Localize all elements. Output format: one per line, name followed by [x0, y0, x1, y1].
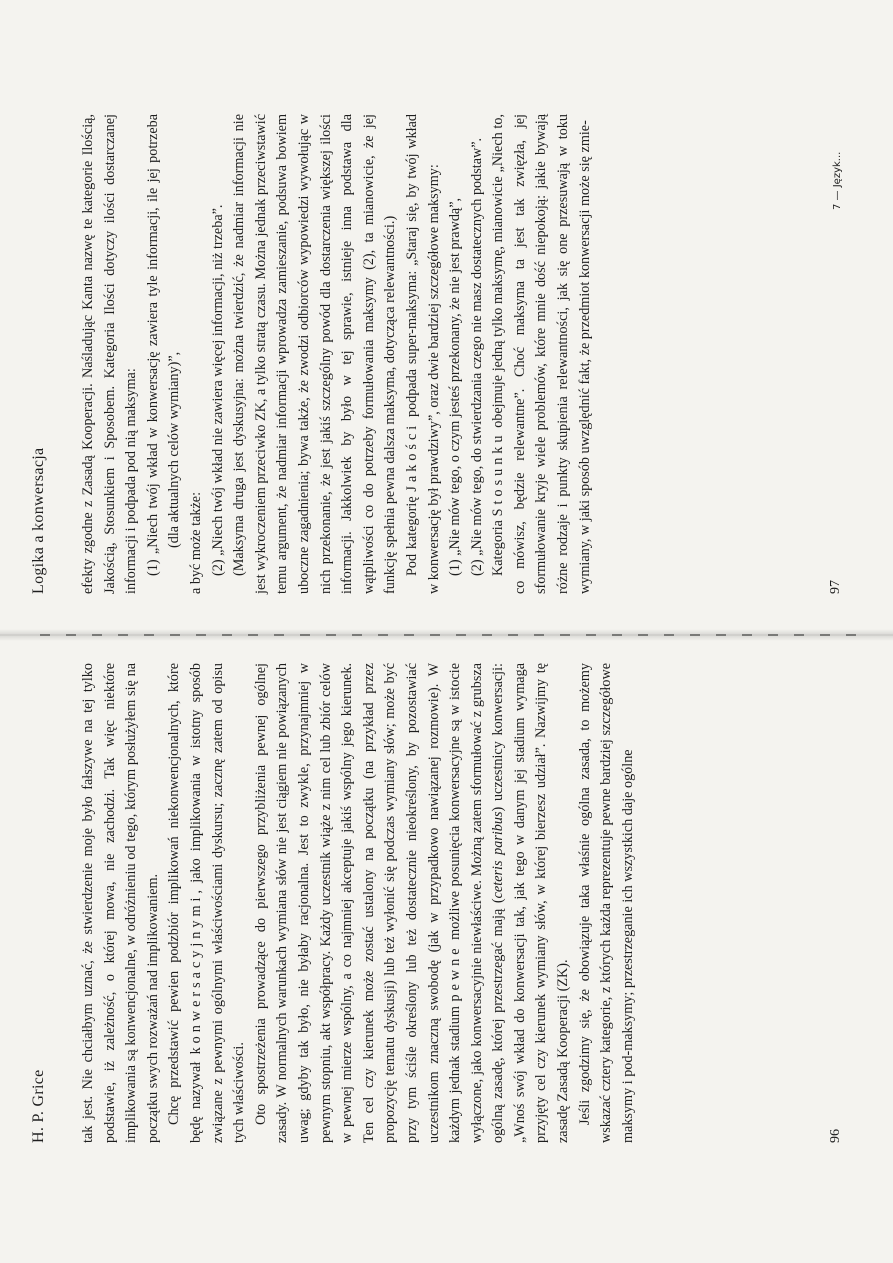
right-p3-start: Pod kategorię [403, 496, 420, 576]
item-text: „Nie mów tego, do stwierdzania czego nie masz dostatecznych podstaw”. [468, 137, 485, 556]
right-p4-rest: obejmuje jedną tylko maksymę, mianowicie „Niech to, co mówisz, będzie relewantne”. Choć maksyma ta jest tak zwięzła, jej sformułowanie kryje wiele problemów, które mnie dość niepokoją: jakie bywają różne rodzaje i punkty skupienia relewantności, jak się one przesuwają w toku wymiany, w jaki sposób uwzględnić fakt, że przedmiot konwersacji może się zmie- [490, 113, 593, 594]
left-p3-rest2: ) uczestnicy konwersacji: „Wnoś swój wkład do konwersacji tak, jak tego w danym jej stadium wymaga przyjęty cel czy kierunek wymiany słów, w której bierzesz udział”. Nazwijmy tę zasadę Zasadą Kooperacji (ZK). [490, 663, 572, 1143]
left-paragraph-1: tak jest. Nie chciałbym uznać, że stwierdzenie moje było fałszywe na tej tylko podstawie, iż zależność, o której mowa, nie zachodzi. Tak więc niektóre implikowania są konwencjonalne, w odróżnieniu od tego, którym posłużyłem się na początku swych rozważań nad implikowaniem. [80, 663, 161, 1143]
left-paragraph-2 [164, 663, 250, 1143]
right-p4-start: Kategoria [490, 520, 507, 576]
item-number: (2) [468, 559, 485, 576]
left-p3-italic: ceteris paribus [490, 811, 507, 899]
printer-signature: 7 — Język... [832, 151, 843, 210]
left-p3-start: Oto spostrzeżenia prowadzące do pierwszego przybliżenia pewnej ogólnej zasady. W normalnych warunkach wymiana słów nie jest ciągiem nie powiązanych uwag; gdyby tak było, nie byłaby racjonalna. Jest to zwykle, przynajmniej w pewnym stopniu, akt współpracy. Każdy uczestnik wiąże z nim cel lub zbiór celów w pewnej mierze wspólny, a co najmniej akceptuje jakiś wspólny jego kierunek. Ten cel czy kierunek może zostać ustalony na początku (na przykład przez propozycję tematu dyskusji) lub też wyłonić się podczas wymiany słów; może być przy tym ściśle określony lub też dostatecznie nieokreślony, by pozostawiać uczestnikom znaczną swobodę (jak w przypadkowo nawiązanej rozmowie). W każdym jednak stadium [252, 663, 464, 1143]
left-p2-start: Chcę przedstawić pewien podzbiór implikowań niekonwencjonalnych, które będę nazywał [166, 663, 204, 1143]
right-page-body [78, 114, 596, 594]
item-number: (2) [209, 559, 226, 576]
right-also-line: a być może także: [187, 491, 204, 594]
quantity-maxim-1 [143, 114, 186, 594]
item-number: (1) [144, 559, 161, 576]
left-running-head: H. P. Grice [30, 1069, 47, 1143]
right-running-head: Logika a konwersacja [30, 447, 47, 594]
right-p3-rest: podpada super-maksyma: „Staraj się, by twój wkład w konwersację był prawdziwy”, oraz dwie bardziej szczegółowe maksymy: [403, 114, 442, 594]
quantity-maxim-2 [208, 114, 230, 594]
item-text: „Nie mów tego, o czym jesteś przekonany, że nie jest prawdą”, [447, 197, 464, 556]
right-paragraph-2: (Maksyma druga jest dyskusyjna: można twierdzić, że nadmiar informacji nie jest wykroczeniem przeciwko ZK, a tylko stratą czasu. Można jednak przeciwstawić temu argument, że nadmiar informacji wprowadza zamieszanie, podsuwa bowiem uboczne zagadnienia; bywa także, że zwodzi odbiorców wypowiedzi wywołując w nich przekonanie, że jest jakiś szczególny powód dla dostarczenia większej ilości informacji. Jakkolwiek by było w tej sprawie, istnieje inna podstawa dla wątpliwości co do potrzeby formułowania maksymy (2), ta mianowicie, że jej funkcję spełnia pewna dalsza maksyma, dotycząca relewantności.) [231, 114, 399, 594]
left-paragraph-3 [251, 663, 575, 1143]
right-p3-spaced-term: Jakości [403, 421, 420, 492]
left-p3-rest: możliwe posunięcia konwersacyjne są w istocie wyłączone, jako konwersacyjnie niewłaściwe. Możną zatem sformułować z grubsza ogólną zasadę, której przestrzegać mają ( [447, 662, 507, 1143]
left-page-number: 96 [828, 1129, 843, 1143]
item-text: „Niech twój wkład w konwersację zawiera tyle informacji, ile jej potrzeba (dla aktualnych celów wymiany)”, [144, 113, 183, 555]
right-p4-spaced-term: Stosunku [490, 431, 507, 517]
quality-maxim-1 [445, 114, 467, 594]
left-page [0, 633, 893, 1263]
right-paragraph-3 [402, 114, 445, 594]
item-text: „Niech twój wkład nie zawiera więcej informacji, niż trzeba”. [209, 204, 226, 556]
left-paragraph-4: Jeśli zgodzimy się, że obowiązuje taka właśnie ogólna zasada, to możemy wskazać cztery kategorie, z których każda reprezentuje pewne bardziej szczegółowe maksymy i pod-maksymy; przestrzeganie ich wszystkich daje ogólne [576, 663, 636, 1143]
left-p2-spaced-term: konwersacyjnymi [187, 893, 204, 1055]
left-p3-spaced-term: pewne [447, 944, 464, 1002]
right-page-number: 97 [828, 580, 843, 594]
quality-maxim-2 [467, 114, 489, 594]
left-p2-rest: , jako implikowania w istotny sposób związane z pewnymi ogólnymi właściwościami dyskursu; zacznę zatem od opisu tych właściwości. [187, 663, 248, 1143]
right-paragraph-4 [488, 114, 596, 594]
item-number: (1) [447, 559, 464, 576]
left-page-body [78, 663, 639, 1143]
right-page [0, 0, 893, 630]
right-paragraph-1: efekty zgodne z Zasadą Kooperacji. Naśladując Kanta nazwę te kategorie Ilością, Jakością, Stosunkiem i Sposobem. Kategoria Ilości dotyczy ilości dostarczanej informacji i podpada pod nią maksyma: [80, 114, 140, 594]
